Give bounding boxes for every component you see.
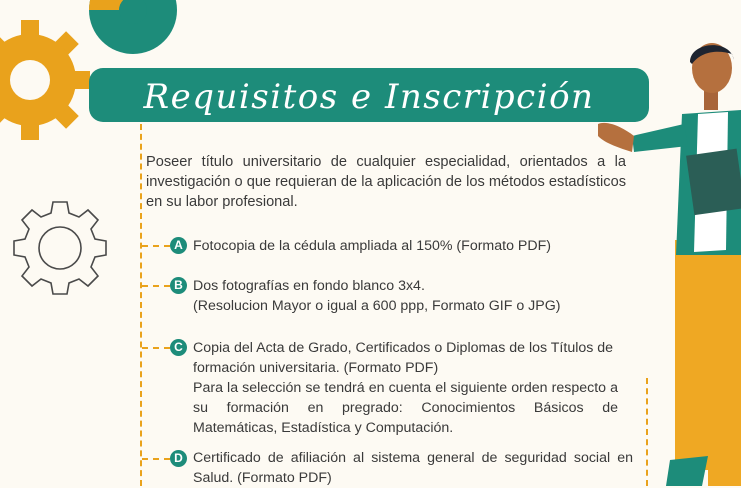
requirement-c: Copia del Acta de Grado, Certificados o Diplomas de los Títulos de formación universitaria. (Formato PDF): [193, 340, 614, 376]
connector-c: [142, 347, 170, 349]
connector-b: [142, 285, 170, 287]
intro-text: Poseer título universitario de cualquier especialidad, orientados a la investigación o que requieran de la aplicación de los métodos estadísticos en su labor profesional.: [146, 154, 626, 210]
timeline-line-right: [646, 378, 648, 486]
badge-d: D: [170, 450, 187, 467]
requirement-d: Certificado de afiliación al sistema general de seguridad social en Salud. (Formato PDF): [193, 450, 633, 486]
connector-a: [142, 245, 170, 247]
connector-d: [142, 458, 170, 460]
gear-orange-icon: [0, 18, 92, 142]
timeline-line: [140, 124, 142, 486]
requirement-c-detail: Para la selección se tendrá en cuenta el siguiente orden respecto a su formación en pregrado: Conocimientos Básicos de Matemáticas, Estadística y Computación.: [193, 380, 618, 436]
badge-b: B: [170, 277, 187, 294]
pie-chart-icon: [86, 0, 186, 62]
requirement-b-detail: (Resolucion Mayor o igual a 600 ppp, Formato GIF o JPG): [193, 298, 561, 314]
page-title: Requisitos e Inscripción: [143, 77, 595, 117]
badge-a: A: [170, 237, 187, 254]
requirement-b: Dos fotografías en fondo blanco 3x4.: [193, 278, 425, 294]
gear-outline-icon: [0, 186, 124, 310]
badge-c: C: [170, 339, 187, 356]
requirement-a: Fotocopia de la cédula ampliada al 150% (Formato PDF): [193, 238, 552, 254]
